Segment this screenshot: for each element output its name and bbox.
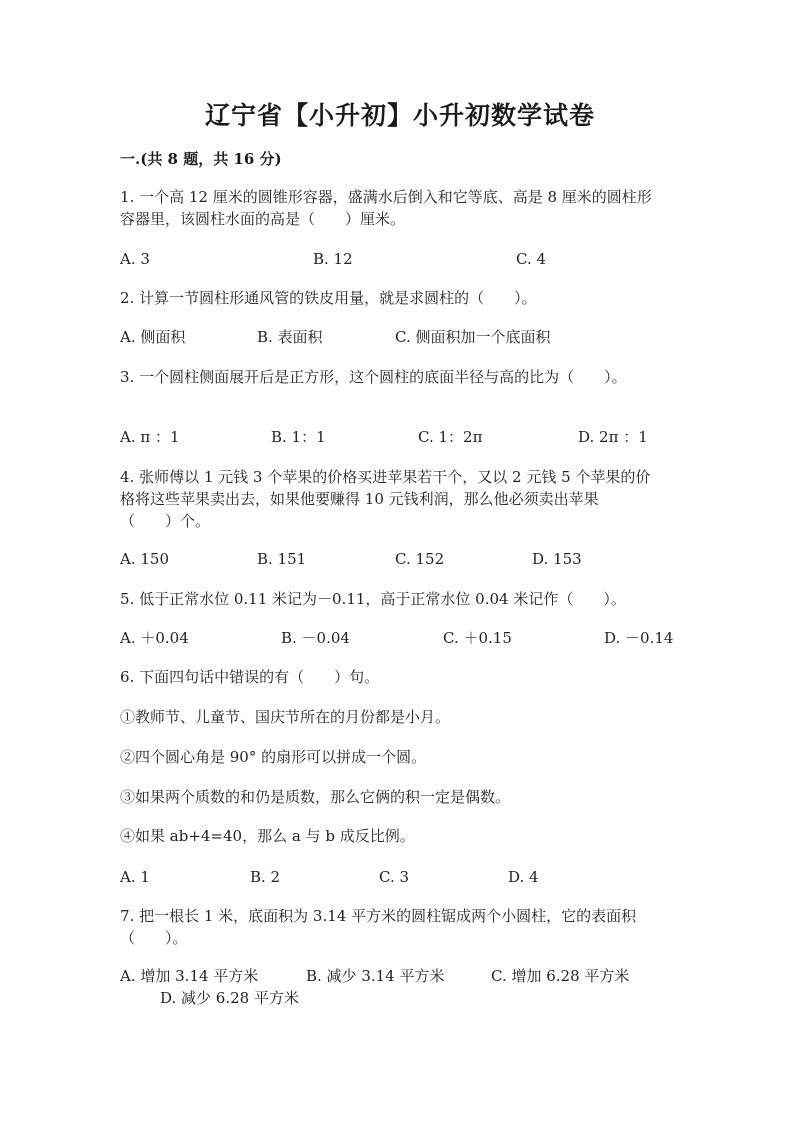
- question-6-option-b[interactable]: B. 2: [250, 868, 281, 886]
- question-7-options-row-1: [120, 965, 700, 987]
- question-1-options: [120, 248, 700, 270]
- question-2-options: [120, 326, 700, 348]
- question-4-options: [120, 548, 700, 570]
- question-6-options: [120, 866, 700, 888]
- question-2-option-b[interactable]: B. 表面积: [257, 328, 323, 346]
- question-1-text-line-1: 1. 一个高 12 厘米的圆锥形容器，盛满水后倒入和它等底、高是 8 厘米的圆柱形: [120, 188, 652, 206]
- question-4-option-c[interactable]: C. 152: [395, 550, 445, 568]
- question-5-option-c[interactable]: C. ＋0.15: [443, 629, 512, 647]
- question-7-text-line-1: 7. 把一根长 1 米，底面积为 3.14 平方米的圆柱锯成两个小圆柱，它的表面积: [120, 907, 637, 925]
- question-7-options-row-2: [120, 987, 700, 1009]
- question-4-option-d[interactable]: D. 153: [532, 550, 582, 568]
- question-6-option-c[interactable]: C. 3: [379, 868, 410, 886]
- question-6-statement-3: ③如果两个质数的和仍是质数，那么它俩的积一定是偶数。: [120, 788, 511, 806]
- question-7-option-a[interactable]: A. 增加 3.14 平方米: [120, 967, 259, 985]
- question-7-option-c[interactable]: C. 增加 6.28 平方米: [491, 967, 630, 985]
- question-5-option-a[interactable]: A. ＋0.04: [120, 629, 189, 647]
- question-5-option-b[interactable]: B. －0.04: [281, 629, 350, 647]
- question-1-option-a[interactable]: A. 3: [120, 250, 150, 268]
- question-4-text-line-3: （ ）个。: [120, 512, 211, 530]
- question-4-text-line-2: 格将这些苹果卖出去，如果他要赚得 10 元钱利润，那么他必须卖出苹果: [120, 490, 599, 508]
- question-6-statement-1: ①教师节、儿童节、国庆节所在的月份都是小月。: [120, 708, 451, 726]
- question-3-text-line-1: 3. 一个圆柱侧面展开后是正方形，这个圆柱的底面半径与高的比为（ ）。: [120, 368, 627, 386]
- question-1-text-line-2: 容器里，该圆柱水面的高是（ ）厘米。: [120, 210, 406, 228]
- question-6-option-d[interactable]: D. 4: [508, 868, 539, 886]
- question-3-options: [120, 426, 700, 448]
- question-4-option-a[interactable]: A. 150: [120, 550, 169, 568]
- question-6-statement-4: ④如果 ab+4=40，那么 a 与 b 成反比例。: [120, 827, 415, 845]
- question-7-text-line-2: （ ）。: [120, 929, 188, 947]
- question-3-option-d[interactable]: D. 2π ：1: [578, 428, 648, 446]
- question-3-option-b[interactable]: B. 1：1: [271, 428, 326, 446]
- question-6-text-line-1: 6. 下面四句话中错误的有（ ）句。: [120, 668, 380, 686]
- question-5-options: [120, 627, 700, 649]
- question-1-option-c[interactable]: C. 4: [516, 250, 547, 268]
- question-3-option-c[interactable]: C. 1：2π: [418, 428, 483, 446]
- question-2-text-line-1: 2. 计算一节圆柱形通风管的铁皮用量，就是求圆柱的（ ）。: [120, 289, 537, 307]
- question-3-option-a[interactable]: A. π ：1: [120, 428, 180, 446]
- section-heading: 一.(共 8 题，共 16 分): [120, 150, 282, 168]
- question-6-option-a[interactable]: A. 1: [120, 868, 150, 886]
- question-5-option-d[interactable]: D. －0.14: [604, 629, 674, 647]
- question-4-option-b[interactable]: B. 151: [257, 550, 307, 568]
- question-2-option-c[interactable]: C. 侧面积加一个底面积: [395, 328, 551, 346]
- question-6-statement-2: ②四个圆心角是 90° 的扇形可以拼成一个圆。: [120, 748, 427, 766]
- question-7-option-d[interactable]: D. 减少 6.28 平方米: [160, 989, 299, 1007]
- question-1-option-b[interactable]: B. 12: [313, 250, 353, 268]
- exam-title: 辽宁省【小升初】小升初数学试卷: [204, 101, 595, 130]
- question-5-text-line-1: 5. 低于正常水位 0.11 米记为－0.11，高于正常水位 0.04 米记作（ ）。: [120, 590, 626, 608]
- question-2-option-a[interactable]: A. 侧面积: [120, 328, 186, 346]
- question-7-option-b[interactable]: B. 减少 3.14 平方米: [306, 967, 445, 985]
- question-4-text-line-1: 4. 张师傅以 1 元钱 3 个苹果的价格买进苹果若干个，又以 2 元钱 5 个苹果的价: [120, 468, 651, 486]
